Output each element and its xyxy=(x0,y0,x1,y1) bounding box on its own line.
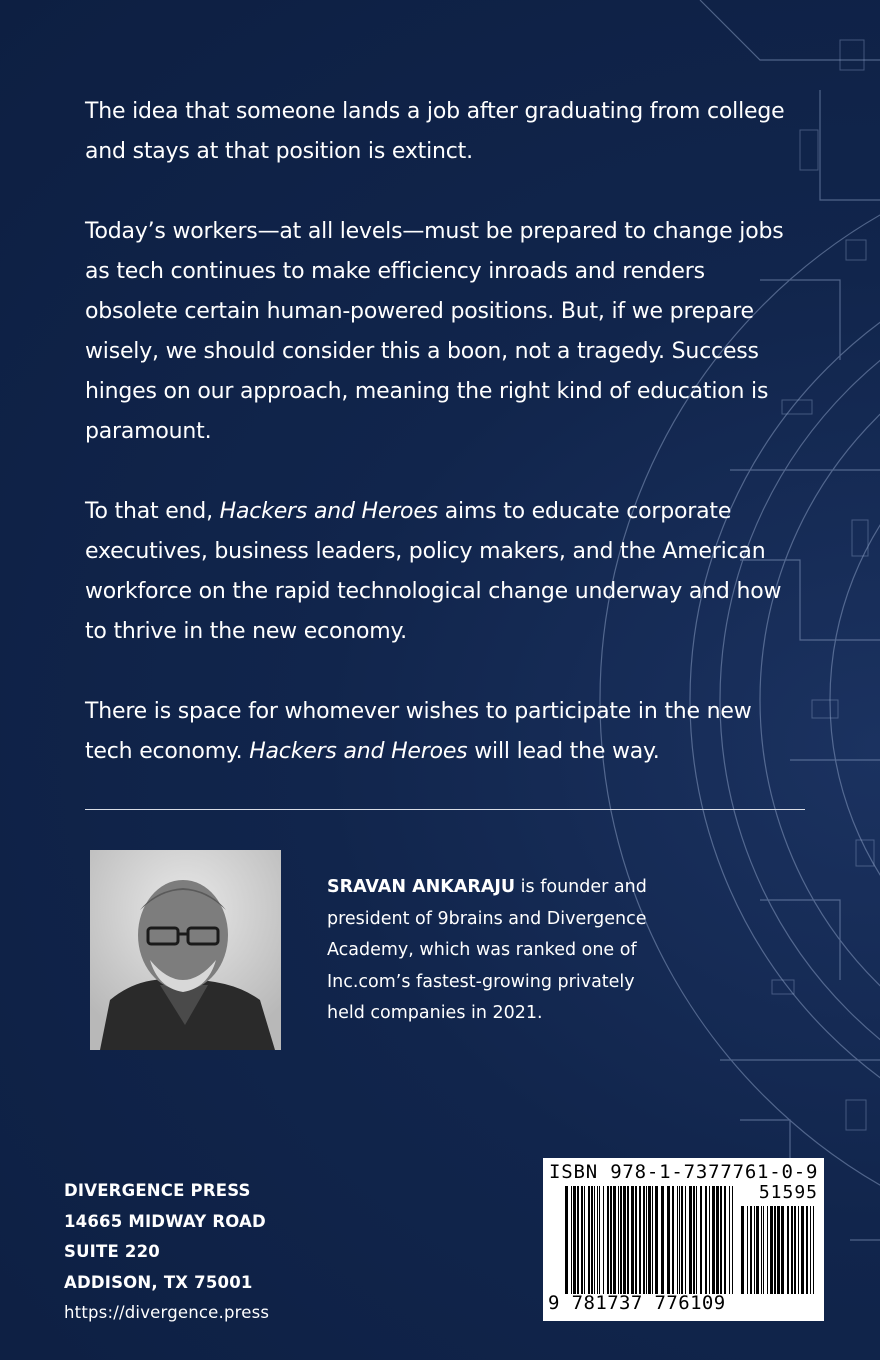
barcode-bar xyxy=(571,1186,572,1294)
barcode-bar xyxy=(627,1186,629,1294)
barcode-bar xyxy=(588,1186,590,1294)
barcode-bar xyxy=(655,1186,658,1294)
barcode-bar xyxy=(672,1186,674,1294)
barcode-bar xyxy=(794,1206,796,1294)
barcode-bar xyxy=(705,1186,707,1294)
barcode-bar xyxy=(584,1186,585,1294)
publisher-address-line-2: SUITE 220 xyxy=(64,1242,160,1261)
blurb-p3-after: aims to educate corporate executives, business leaders, policy makers, and the American workforce on the rapid technological change underway and how to thrive in the new economy. xyxy=(85,499,782,644)
barcode-bar xyxy=(679,1186,680,1294)
barcode-bar xyxy=(709,1186,710,1294)
barcode-bar xyxy=(813,1206,814,1294)
publisher-url[interactable]: https://divergence.press xyxy=(64,1303,270,1322)
barcode-bar xyxy=(591,1186,593,1294)
barcode-bar xyxy=(754,1206,755,1294)
publisher-address-line-1: 14665 MIDWAY ROAD xyxy=(64,1211,266,1231)
book-title: Hackers and Heroes xyxy=(219,499,438,524)
barcode-bar xyxy=(581,1186,583,1294)
barcode-bar xyxy=(631,1186,634,1294)
barcode-bar xyxy=(635,1186,637,1294)
barcode-bar xyxy=(700,1186,702,1294)
barcode-bar xyxy=(639,1186,641,1294)
barcode-bar xyxy=(763,1206,764,1294)
barcode-bar xyxy=(652,1186,653,1294)
back-cover-blurb xyxy=(85,92,800,812)
barcode-bar xyxy=(798,1206,799,1294)
barcode-bar xyxy=(597,1186,598,1294)
barcode-bar xyxy=(577,1186,579,1294)
blurb-paragraph-4 xyxy=(85,692,800,772)
barcode-bar xyxy=(677,1186,678,1294)
barcode-bar xyxy=(613,1186,616,1294)
barcode-bar xyxy=(729,1186,730,1294)
barcode-bar xyxy=(610,1186,612,1294)
blurb-paragraph-1: The idea that someone lands a job after graduating from college and stays at that position is extinct. xyxy=(85,99,785,164)
barcode-bar xyxy=(643,1186,645,1294)
barcode-bar xyxy=(741,1206,744,1294)
barcode-bar xyxy=(774,1206,776,1294)
barcode-bar xyxy=(646,1186,647,1294)
barcode-bar xyxy=(747,1206,748,1294)
isbn-label: ISBN 978-1-7377761-0-9 xyxy=(549,1161,819,1183)
barcode-bar xyxy=(720,1186,722,1294)
author-photo xyxy=(90,850,281,1050)
barcode-bar xyxy=(667,1186,670,1294)
barcode-bar xyxy=(767,1206,768,1294)
barcode-bar xyxy=(810,1206,811,1294)
barcode-bar xyxy=(573,1186,576,1294)
barcode-bar xyxy=(791,1206,793,1294)
barcode-bar xyxy=(761,1206,762,1294)
publisher-name: DIVERGENCE PRESS xyxy=(64,1181,251,1200)
barcode-bar xyxy=(777,1206,780,1294)
barcode-bar xyxy=(732,1186,733,1294)
blurb-paragraph-2: Today’s workers—at all levels—must be prepared to change jobs as tech continues to make efficiency inroads and renders obsolete certain human-powered positions. But, if we prepare wisely, we should consider this a boon, not a tragedy. Success hinges on our approach, meaning the right kind of education is paramount. xyxy=(85,219,784,444)
barcode-bar xyxy=(648,1186,651,1294)
book-title: Hackers and Heroes xyxy=(249,739,468,764)
barcode-bar xyxy=(750,1206,752,1294)
barcode-bar xyxy=(681,1186,683,1294)
barcode-bar xyxy=(599,1186,600,1294)
blurb-paragraph-3 xyxy=(85,492,800,652)
publisher-city: ADDISON, TX 75001 xyxy=(64,1272,253,1292)
barcode-bar xyxy=(716,1186,719,1294)
barcode-bar xyxy=(756,1206,759,1294)
barcode-bar xyxy=(594,1186,595,1294)
barcode-bar xyxy=(781,1206,784,1294)
blurb-p4-before: There is space for whomever wishes to participate in the new tech economy. xyxy=(85,699,752,764)
barcode-bar xyxy=(724,1186,726,1294)
author-name: SRAVAN ANKARAJU xyxy=(327,877,516,897)
author-bio-text: is founder and president of 9brains and Divergence Academy, which was ranked one of Inc.com’s fastest-growing privately held companies in 2021. xyxy=(327,877,647,1023)
barcode-bar xyxy=(618,1186,619,1294)
ean13-bars xyxy=(565,1186,735,1294)
addon-bars xyxy=(741,1206,819,1294)
barcode-bar xyxy=(565,1186,568,1294)
barcode-bar xyxy=(801,1206,804,1294)
isbn-barcode xyxy=(543,1158,824,1321)
barcode-bar xyxy=(787,1206,789,1294)
barcode-bar xyxy=(806,1206,808,1294)
author-bio xyxy=(327,872,647,1030)
barcode-bar xyxy=(712,1186,715,1294)
publisher-info xyxy=(64,1176,364,1329)
barcode-digits: 9 781737 776109 xyxy=(548,1292,726,1314)
price-code: 51595 xyxy=(758,1182,818,1203)
barcode-bar xyxy=(770,1206,773,1294)
barcode-bar xyxy=(603,1186,604,1294)
divider-line xyxy=(85,809,805,810)
barcode-bar xyxy=(661,1186,664,1294)
barcode-bar xyxy=(607,1186,609,1294)
barcode-bar xyxy=(696,1186,697,1294)
blurb-p4-after: will lead the way. xyxy=(467,739,660,764)
blurb-p3-before: To that end, xyxy=(85,499,220,524)
barcode-bar xyxy=(685,1186,686,1294)
barcode-bar xyxy=(623,1186,626,1294)
barcode-bar xyxy=(689,1186,692,1294)
barcode-bar xyxy=(693,1186,695,1294)
barcode-bar xyxy=(620,1186,622,1294)
